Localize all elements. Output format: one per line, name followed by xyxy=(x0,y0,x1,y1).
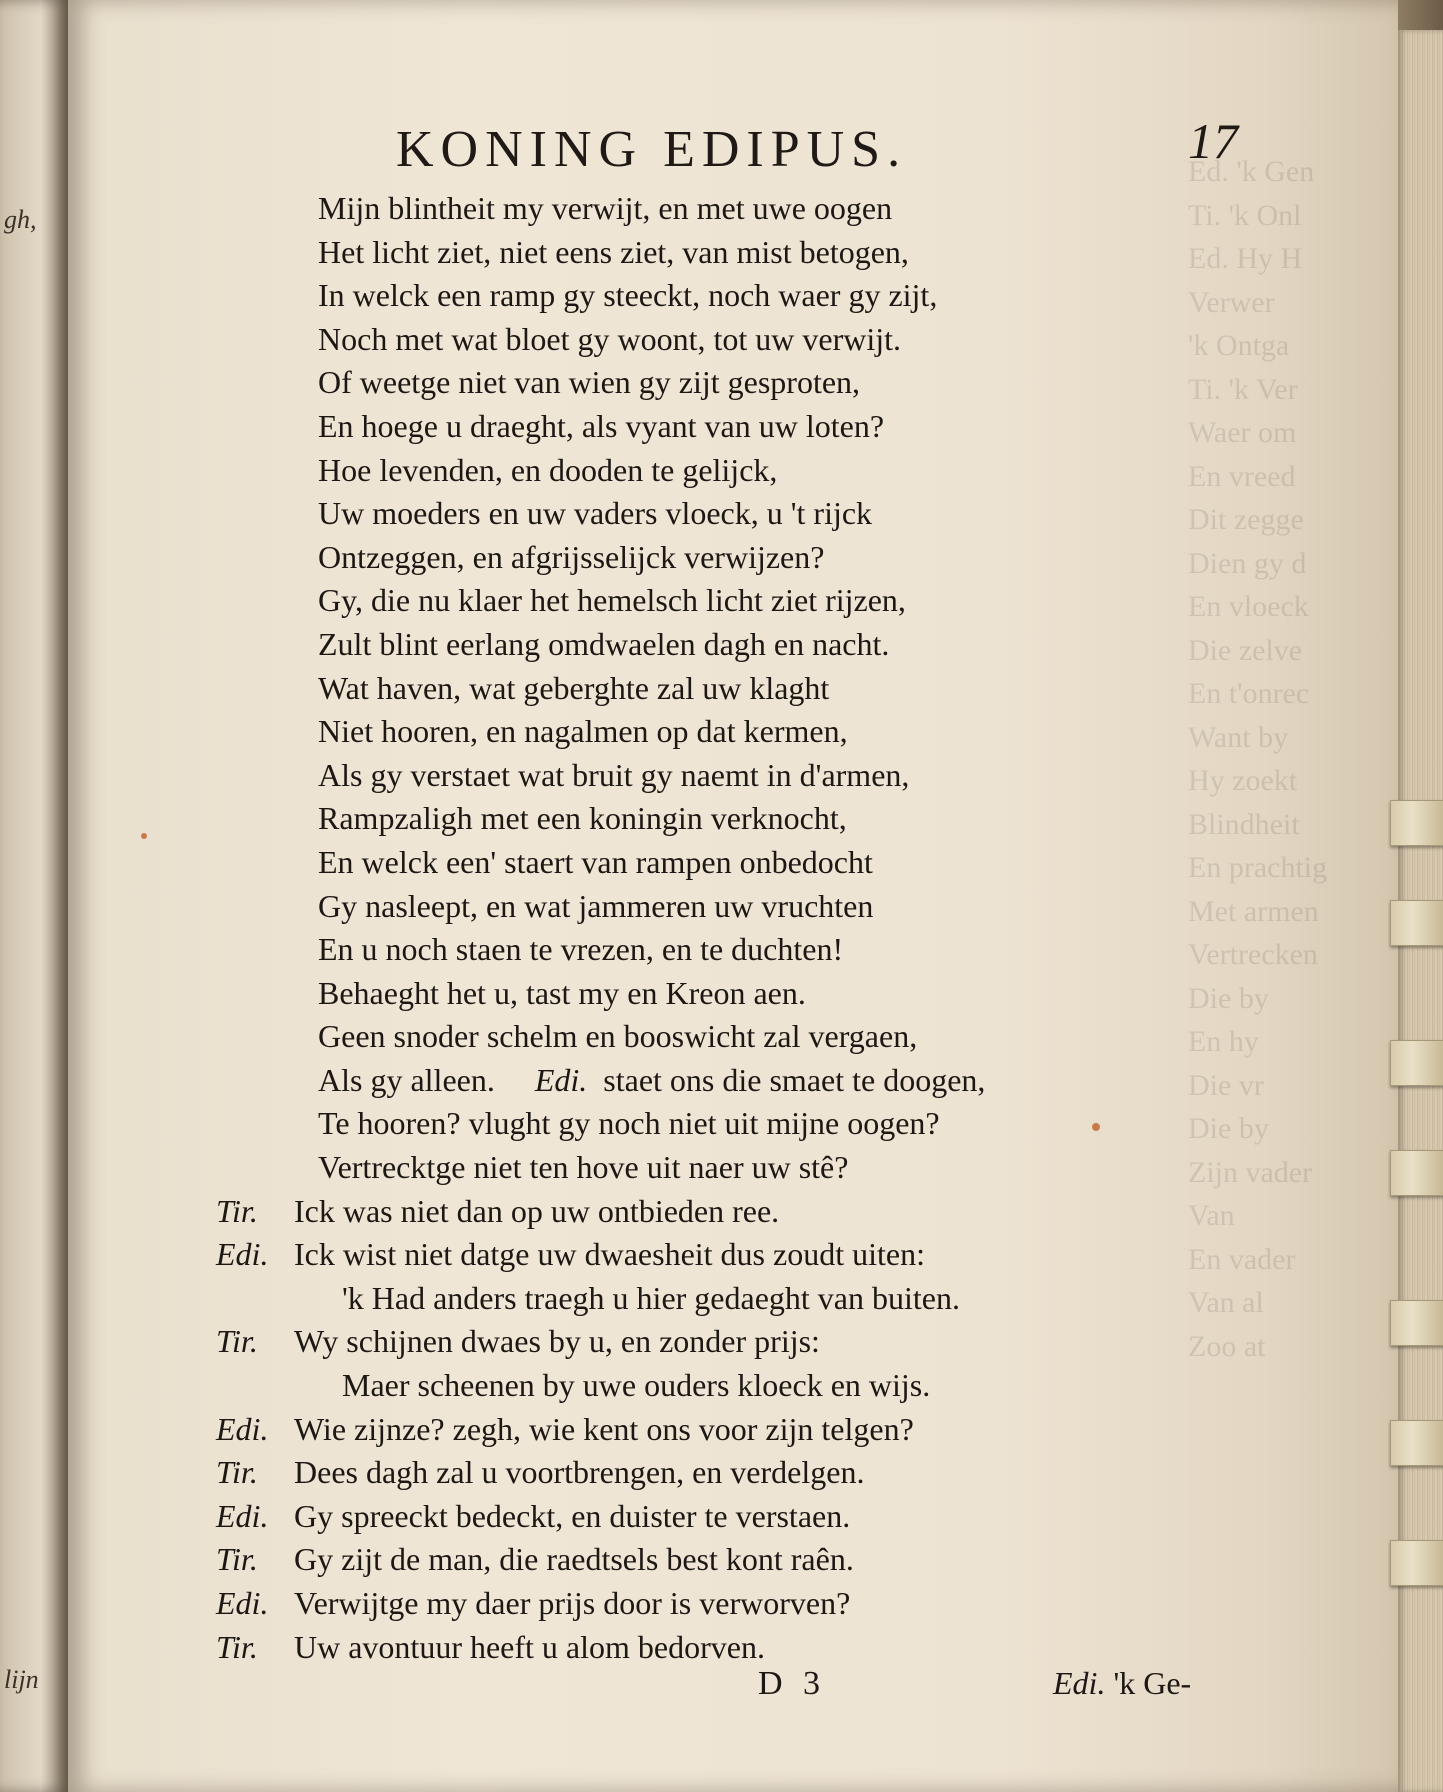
speaker-label: Edi. xyxy=(216,1585,269,1621)
page-tab xyxy=(1390,1150,1443,1196)
verse-line xyxy=(216,536,1216,580)
verse-line xyxy=(216,1451,1216,1495)
speaker-label: Edi. xyxy=(216,1236,269,1273)
verse-text-line: En hoege u draeght, als vyant van uw loten? xyxy=(318,407,885,444)
left-page-fragment: lijn xyxy=(4,1665,39,1694)
verse-text-line: Het licht ziet, niet eens ziet, van mist betogen, xyxy=(318,233,909,270)
page-tab xyxy=(1390,1420,1443,1466)
verse-text-line: Te hooren? vlught gy noch niet uit mijne oogen? xyxy=(318,1105,940,1142)
verse-text-line: Verwijtge my daer prijs door is verworven? xyxy=(294,1585,851,1621)
verse-text-line: Zult blint eerlang omdwaelen dagh en nacht. xyxy=(318,625,890,662)
running-head: KONING EDIPUS. xyxy=(396,121,908,178)
verse-line xyxy=(216,361,1216,405)
verse-text-line: En welck een' staert van rampen onbedocht xyxy=(318,843,873,880)
verse-text-line: Dees dagh zal u voortbrengen, en verdelgen. xyxy=(294,1454,865,1491)
speaker-label: Edi. xyxy=(216,1497,269,1534)
verse-text-line: En u noch staen te vrezen, en te duchten! xyxy=(318,931,844,968)
speaker-label: Tir. xyxy=(216,1454,258,1491)
verse-line xyxy=(216,492,1216,536)
verse-text-line: Uw avontuur heeft u alom bedorven. xyxy=(294,1628,765,1665)
verse-text-line: Of weetge niet van wien gy zijt gesproten, xyxy=(318,364,861,401)
page-tab xyxy=(1390,900,1443,946)
verse-text-line: Mijn blintheit my verwijt, en met uwe oogen xyxy=(318,190,893,226)
verse-text-line: Vertrecktge niet ten hove uit naer uw stê? xyxy=(318,1149,849,1186)
verse-line xyxy=(216,579,1216,623)
verse-line xyxy=(216,885,1216,929)
verse-line xyxy=(216,1190,1216,1234)
previous-page-edge xyxy=(0,0,68,1792)
verse-text-line: Gy zijt de man, die raedtsels best kont raên. xyxy=(294,1541,854,1578)
verse-text-line: Als gy alleen. xyxy=(318,1061,495,1098)
page-tab xyxy=(1390,800,1443,846)
verse-text-line: Wy schijnen dwaes by u, en zonder prijs: xyxy=(294,1323,820,1360)
book-page xyxy=(68,0,1398,1792)
verse-text-line: Ick was niet dan op uw ontbieden ree. xyxy=(294,1192,780,1229)
catchword-speaker: Edi. xyxy=(1053,1665,1106,1701)
verse-line xyxy=(216,1059,1216,1103)
verse-line xyxy=(216,1320,1216,1364)
foxing-spot xyxy=(1092,1123,1100,1131)
verse-line xyxy=(216,623,1216,667)
verse-text-line: Niet hooren, en nagalmen op dat kermen, xyxy=(318,713,848,750)
verse-line xyxy=(216,231,1216,275)
verse-line xyxy=(216,1364,1216,1408)
verse-line xyxy=(216,841,1216,885)
verse-line xyxy=(216,1233,1216,1277)
verse-text xyxy=(216,187,1216,1669)
speaker-label: Tir. xyxy=(216,1541,258,1578)
verse-line xyxy=(216,710,1216,754)
verse-text-line: Ontzeggen, en afgrijsselijck verwijzen? xyxy=(318,538,825,575)
verse-text-continuation: staet ons die smaet te doogen, xyxy=(603,1061,986,1098)
verse-line xyxy=(216,274,1216,318)
verse-line xyxy=(216,187,1216,231)
verse-line xyxy=(216,928,1216,972)
verse-line xyxy=(216,797,1216,841)
left-page-fragment: gh, xyxy=(4,205,37,234)
catchword-text: 'k Ge- xyxy=(1113,1665,1192,1701)
page-tab xyxy=(1390,1040,1443,1086)
verse-line xyxy=(216,1146,1216,1190)
speaker-label: Tir. xyxy=(216,1628,258,1665)
verse-line xyxy=(216,318,1216,362)
verse-line xyxy=(216,972,1216,1016)
verse-text-line: Als gy verstaet wat bruit gy naemt in d'armen, xyxy=(318,756,910,793)
verse-line xyxy=(216,754,1216,798)
inline-speaker-label: Edi. xyxy=(534,1061,588,1098)
verse-text-line: Noch met wat bloet gy woont, tot uw verwijt. xyxy=(318,320,902,357)
verse-line xyxy=(216,405,1216,449)
verse-line xyxy=(216,667,1216,711)
verse-text-line: Wie zijnze? zegh, wie kent ons voor zijn telgen? xyxy=(294,1410,914,1447)
verse-text-line: Uw moeders en uw vaders vloeck, u 't rijck xyxy=(318,495,873,532)
speaker-label: Edi. xyxy=(216,1410,269,1447)
verse-text-line: Gy, die nu klaer het hemelsch licht ziet rijzen, xyxy=(318,582,906,619)
verse-line xyxy=(216,1102,1216,1146)
foxing-spot xyxy=(141,833,147,839)
verse-line xyxy=(216,1626,1216,1670)
page-tab xyxy=(1390,1300,1443,1346)
page-tab xyxy=(1390,1540,1443,1586)
verse-line xyxy=(216,1277,1216,1321)
catchword xyxy=(1053,1665,1191,1702)
verse-text-line: Rampzaligh met een koningin verknocht, xyxy=(318,800,847,837)
bleed-through-text: Ed. 'k Gen Ti. 'k Onl Ed. Hy H Verwer 'k Ontga Ti. 'k Ver Waer om En vreed Dit zegge Dien gy d En vloeck Die zelve En t'onrec Want by Hy zoekt Blindheit En prachtig Met armen Vertrecken Die by En hy Die vr Die by Zijn vader Van En vader Van al Zoo at xyxy=(1188,155,1328,1363)
verse-line xyxy=(216,1582,1216,1626)
verse-text-line: 'k Had anders traegh u hier gedaeght van buiten. xyxy=(342,1279,960,1316)
page-number: 17 xyxy=(1188,113,1238,169)
verse-line xyxy=(216,449,1216,493)
verse-line xyxy=(216,1408,1216,1452)
verse-text-line: Geen snoder schelm en booswicht zal vergaen, xyxy=(318,1018,918,1055)
signature-mark: D 3 xyxy=(758,1665,827,1702)
verse-text-line: Gy spreeckt bedeckt, en duister te verstaen. xyxy=(294,1497,851,1534)
verse-text-line: Maer scheenen by uwe ouders kloeck en wijs. xyxy=(342,1367,931,1404)
verse-text-line: Gy nasleept, en wat jammeren uw vruchten xyxy=(318,887,874,924)
speaker-label: Tir. xyxy=(216,1192,258,1229)
verse-line xyxy=(216,1015,1216,1059)
verse-text-line: Behaeght het u, tast my en Kreon aen. xyxy=(318,974,806,1011)
verse-text-line: Hoe levenden, en dooden te gelijck, xyxy=(318,451,778,488)
verse-text-line: Wat haven, wat geberghte zal uw klaght xyxy=(318,669,830,706)
verse-text-line: In welck een ramp gy steeckt, noch waer gy zijt, xyxy=(318,277,938,314)
speaker-label: Tir. xyxy=(216,1323,258,1360)
verse-line xyxy=(216,1495,1216,1539)
verse-line xyxy=(216,1538,1216,1582)
verse-text-line: Ick wist niet datge uw dwaesheit dus zoudt uiten: xyxy=(294,1236,925,1273)
